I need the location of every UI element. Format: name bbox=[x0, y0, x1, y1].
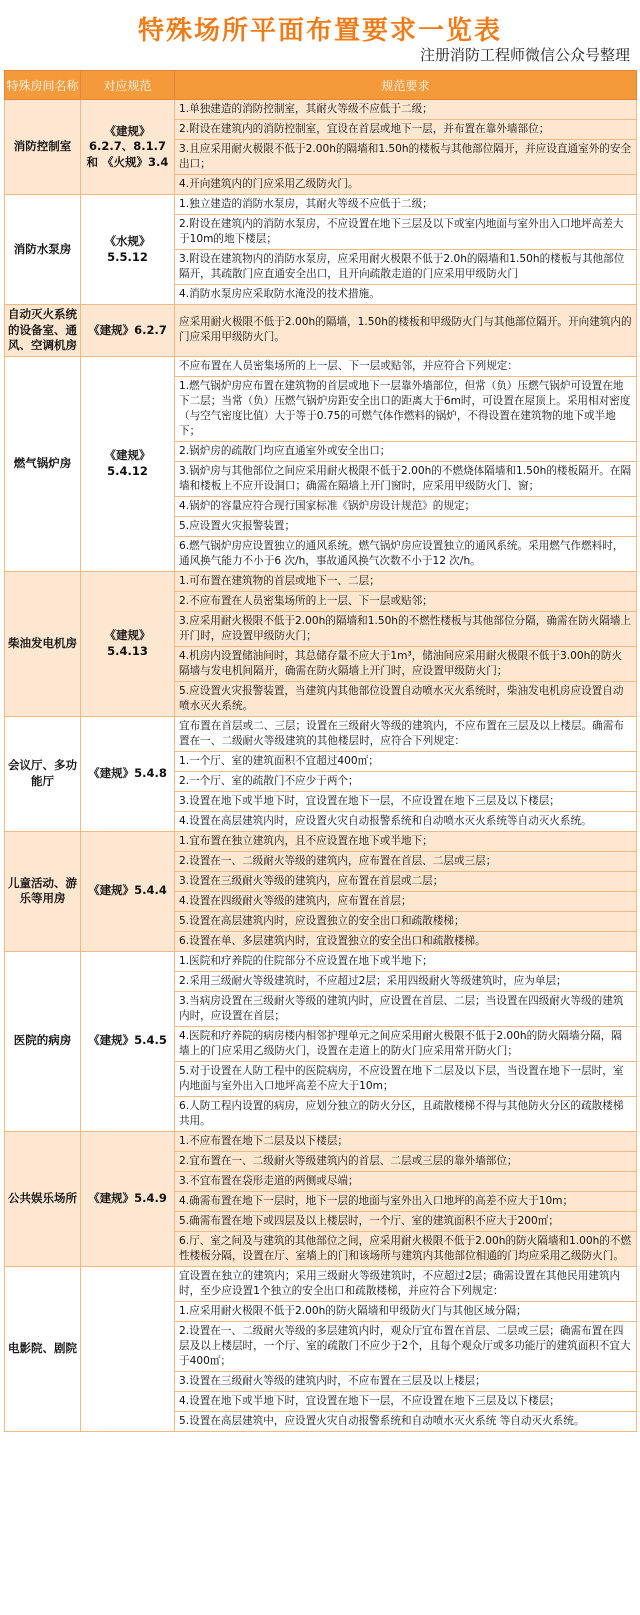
regulation-reference: 《建规》5.4.5 bbox=[81, 951, 175, 1131]
requirement-item: 4.确需布置在地下一层时，地下一层的地面与室外出入口地坪的高差不应大于10m； bbox=[175, 1192, 636, 1212]
room-name: 会议厅、多功能厅 bbox=[5, 716, 81, 831]
requirement-item: 1.一个厅、室的建筑面积不宜超过400㎡； bbox=[175, 752, 636, 772]
column-header-regulation: 对应规范 bbox=[81, 71, 175, 100]
requirements-cell bbox=[175, 571, 637, 716]
regulation-reference: 《建规》5.4.4 bbox=[81, 831, 175, 951]
requirement-item: 3.附设在建筑物内的消防水泵房，应采用耐火极限不低于2.0h的隔墙和1.50h的楼板与其他部位隔开，其疏散门应直通安全出口，且开向疏散走道的门应采用甲级防火门 bbox=[175, 250, 636, 285]
requirement-item: 1.应采用耐火极限不低于2.00h的防火隔墙和甲级防火门与其他区域分隔； bbox=[175, 1302, 636, 1322]
column-header-requirements: 规范要求 bbox=[175, 71, 637, 100]
requirement-item: 3.锅炉房与其他部位之间应采用耐火极限不低于2.00h的不燃烧体隔墙和1.50h的楼板隔开。在隔墙和楼板上不应开设洞口；确需在隔墙上开门窗时，应采用甲级防火门、窗； bbox=[175, 462, 636, 497]
room-name: 电影院、剧院 bbox=[5, 1266, 81, 1431]
requirement-item: 2.附设在建筑内的消防控制室，宜设在首层或地下一层，并布置在靠外墙部位； bbox=[175, 120, 636, 140]
table-header-row bbox=[5, 71, 637, 100]
requirement-item: 4.设置在地下或半地下时，宜设置在地下一层，不应设置在地下三层及以下楼层； bbox=[175, 1392, 636, 1412]
regulation-reference bbox=[81, 1266, 175, 1431]
requirements-cell bbox=[175, 356, 637, 571]
table-row bbox=[5, 195, 637, 305]
requirement-item: 4.开向建筑内的门应采用乙级防火门。 bbox=[179, 178, 359, 190]
table-row bbox=[5, 951, 637, 1131]
requirement-item: 4.设置在四级耐火等级的建筑内，应布置在首层； bbox=[175, 892, 636, 912]
regulation-reference: 《建规》5.4.13 bbox=[81, 571, 175, 716]
requirement-item: 4.锅炉的容量应符合现行国家标准《锅炉房设计规范》的规定； bbox=[175, 497, 636, 517]
page-subtitle: 注册消防工程师微信公众号整理 bbox=[419, 46, 630, 64]
table-row bbox=[5, 100, 637, 195]
requirement-item: 1.宜布置在独立建筑内，且不应设置在地下或半地下； bbox=[175, 832, 636, 852]
requirements-cell bbox=[175, 305, 637, 357]
requirements-cell bbox=[175, 1131, 637, 1266]
requirement-item: 3.当病房设置在三级耐火等级的建筑内时，应设置在首层、二层；当设置在四级耐火等级的建筑内时，应设置在首层； bbox=[175, 992, 636, 1027]
requirement-item: 6.设置在单、多层建筑内时，宜设置独立的安全出口和疏散楼梯。 bbox=[179, 934, 486, 947]
table-row bbox=[5, 305, 637, 357]
requirements-cell bbox=[175, 716, 637, 831]
requirement-item: 应采用耐火极限不低于2.00h的隔墙，1.50h的楼板和甲级防火门与其他部位隔开。开向建筑内的门应采用甲级防火门。 bbox=[179, 316, 632, 344]
requirement-item: 5.应设置火灾报警装置，当建筑内其他部位设置自动喷水灭火系统时，柴油发电机房应设置自动喷水灭火系统。 bbox=[179, 684, 624, 712]
requirement-item: 2.设置在一、二级耐火等级的建筑内，应布置在首层、二层或三层； bbox=[175, 852, 636, 872]
page-title: 特殊场所平面布置要求一览表 bbox=[137, 16, 502, 46]
page-header bbox=[0, 0, 640, 70]
requirement-item: 2.设置在一、二级耐火等级的多层建筑内时，观众厅宜布置在首层、二层或三层；确需布置在四层及以上楼层时，一个厅、室的疏散门不应少于2个，且每个观众厅或多功能厅的建筑面积不宜大于400㎡； bbox=[175, 1322, 636, 1372]
room-name: 柴油发电机房 bbox=[5, 571, 81, 716]
requirement-item: 6.厅、室之间及与建筑的其他部位之间，应采用耐火极限不低于2.00h的防火隔墙和1.00h的不燃性楼板分隔，设置在厅、室墙上的门和该场所与建筑内其他部位相通的门均应采用乙级防火门。 bbox=[179, 1234, 632, 1262]
requirements-cell bbox=[175, 831, 637, 951]
requirement-item: 3.且应采用耐火极限不低于2.00h的隔墙和1.50h的楼板与其他部位隔开，并应设直通室外的安全出口； bbox=[175, 140, 636, 175]
requirement-item: 2.采用三级耐火等级建筑时，不应超过2层；采用四级耐火等级建筑时，应为单层； bbox=[175, 972, 636, 992]
requirement-item: 5.设置在高层建筑中，应设置火灾自动报警系统和自动喷水灭火系统 等自动灭火系统。 bbox=[179, 1414, 585, 1427]
requirement-item: 6.人防工程内设置的病房，应划分独立的防火分区，且疏散楼梯不得与其他防火分区的疏散楼梯共用。 bbox=[179, 1099, 624, 1127]
requirement-item: 2.宜布置在一、二级耐火等级建筑内的首层、二层或三层的靠外墙部位； bbox=[175, 1152, 636, 1172]
requirement-item: 4.机房内设置储油间时，其总储存量不应大于1m³，储油间应采用耐火极限不低于3.00h的防火隔墙与发电机间隔开，确需在防火隔墙上开门时，应设置甲级防火门； bbox=[175, 647, 636, 682]
table-body bbox=[5, 100, 637, 1432]
requirement-item: 5.对于设置在人防工程中的医院病房，不应设置在地下二层及以下层，当设置在地下一层时，室内地面与室外出入口地坪高差不应大于10m； bbox=[175, 1062, 636, 1097]
requirement-item: 1.可布置在建筑物的首层或地下一、二层； bbox=[175, 572, 636, 592]
regulation-reference: 《水规》5.5.12 bbox=[81, 195, 175, 305]
requirement-item: 3.设置在地下或半地下时，宜设置在地下一层，不应设置在地下三层及以下楼层； bbox=[175, 792, 636, 812]
room-name: 消防控制室 bbox=[5, 100, 81, 195]
requirement-item: 3.应采用耐火极限不低于2.00h的隔墙和1.50h的不燃性楼板与其他部位分隔，确需在防火隔墙上开门时，应设置甲级防火门； bbox=[175, 612, 636, 647]
table-row bbox=[5, 1131, 637, 1266]
table-row bbox=[5, 571, 637, 716]
requirement-item: 5.确需布置在地下或四层及以上楼层时，一个厅、室的建筑面积不应大于200㎡； bbox=[175, 1212, 636, 1232]
room-name: 燃气锅炉房 bbox=[5, 356, 81, 571]
column-header-room: 特殊房间名称 bbox=[5, 71, 81, 100]
room-name: 自动灭火系统的设备室、通风、空调机房 bbox=[5, 305, 81, 357]
requirement-item: 1.不应布置在地下二层及以下楼层； bbox=[175, 1132, 636, 1152]
room-name: 医院的病房 bbox=[5, 951, 81, 1131]
requirements-cell bbox=[175, 195, 637, 305]
table-row bbox=[5, 716, 637, 831]
requirements-cell bbox=[175, 951, 637, 1131]
requirement-item: 2.一个厅、室的疏散门不应少于两个； bbox=[175, 772, 636, 792]
requirement-item: 5.应设置火灾报警装置； bbox=[175, 517, 636, 537]
regulation-reference: 《建规》6.2.7 bbox=[81, 305, 175, 357]
requirement-item: 3.不宜布置在袋形走道的两侧或尽端； bbox=[175, 1172, 636, 1192]
requirement-item: 3.设置在三级耐火等级的建筑内，应布置在首层或二层； bbox=[175, 872, 636, 892]
requirement-item: 3.设置在三级耐火等级的建筑内时，不应布置在三层及以上楼层； bbox=[175, 1372, 636, 1392]
table-row bbox=[5, 831, 637, 951]
room-name: 儿童活动、游乐等用房 bbox=[5, 831, 81, 951]
requirement-item: 2.不应布置在人员密集场所的上一层、下一层或贴邻； bbox=[175, 592, 636, 612]
requirement-item: 1.独立建造的消防水泵房，其耐火等级不应低于二级； bbox=[175, 195, 636, 215]
requirement-item: 6.燃气锅炉房应设置独立的通风系统。燃气锅炉房应设置独立的通风系统。采用燃气作燃料时，通风换气能力不小于6 次/h，事故通风换气次数不小于12 次/h。 bbox=[179, 539, 624, 567]
requirement-item: 4.医院和疗养院的病房楼内相邻护理单元之间应采用耐火极限不低于2.00h的防火隔墙分隔，隔墙上的门应采用乙级防火门，设置在走道上的防火门应采用常开防火门； bbox=[175, 1027, 636, 1062]
room-name: 公共娱乐场所 bbox=[5, 1131, 81, 1266]
requirement-item: 4.消防水泵房应采取防水淹没的技术措施。 bbox=[179, 288, 380, 300]
regulation-reference: 《建规》5.4.9 bbox=[81, 1131, 175, 1266]
room-name: 消防水泵房 bbox=[5, 195, 81, 305]
table-row bbox=[5, 356, 637, 571]
requirement-item: 1.医院和疗养院的住院部分不应设置在地下或半地下； bbox=[175, 952, 636, 972]
requirements-cell bbox=[175, 100, 637, 195]
requirement-item: 2.锅炉房的疏散门均应直通室外或安全出口； bbox=[175, 442, 636, 462]
requirement-item: 4.设置在高层建筑内时，应设置火灾自动报警系统和自动喷水灭火系统等自动灭火系统。 bbox=[179, 814, 592, 827]
requirement-item: 1.单独建造的消防控制室，其耐火等级不应低于二级； bbox=[175, 100, 636, 120]
requirement-item: 宜设置在独立的建筑内；采用三级耐火等级建筑时，不应超过2层；确需设置在其他民用建筑内时，至少应设置1个独立的安全出口和疏散楼梯，并应符合下列规定： bbox=[175, 1267, 636, 1302]
requirement-item: 2.附设在建筑内的消防水泵房，不应设置在地下三层及以下或室内地面与室外出入口地坪高差大于10m的地下楼层； bbox=[175, 215, 636, 250]
table-row bbox=[5, 1266, 637, 1431]
requirement-item: 1.燃气锅炉房应布置在建筑物的首层或地下一层靠外墙部位，但常（负）压燃气锅炉可设置在地下二层；当常（负）压燃气锅炉房距安全出口的距离大于6m时，可设置在屋顶上。采用相对密度（与空气密度比值）大于等于0.75的可燃气体作燃料的锅炉，不得设置在建筑物的地下或半地下； bbox=[175, 377, 636, 442]
requirement-item: 不应布置在人员密集场所的上一层、下一层或贴邻，并应符合下列规定： bbox=[175, 357, 636, 377]
regulation-reference: 《建规》5.4.8 bbox=[81, 716, 175, 831]
requirement-item: 宜布置在首层或二、三层；设置在三级耐火等级的建筑内，不应布置在三层及以上楼层。确需布置在一、二级耐火等级建筑的其他楼层时，应符合下列规定： bbox=[175, 717, 636, 752]
requirements-cell bbox=[175, 1266, 637, 1431]
requirement-item: 5.设置在高层建筑内时，应设置独立的安全出口和疏散楼梯； bbox=[175, 912, 636, 932]
regulation-reference: 《建规》5.4.12 bbox=[81, 356, 175, 571]
requirements-table bbox=[4, 70, 637, 1432]
regulation-reference: 《建规》6.2.7、8.1.7 和 《火规》3.4 bbox=[81, 100, 175, 195]
